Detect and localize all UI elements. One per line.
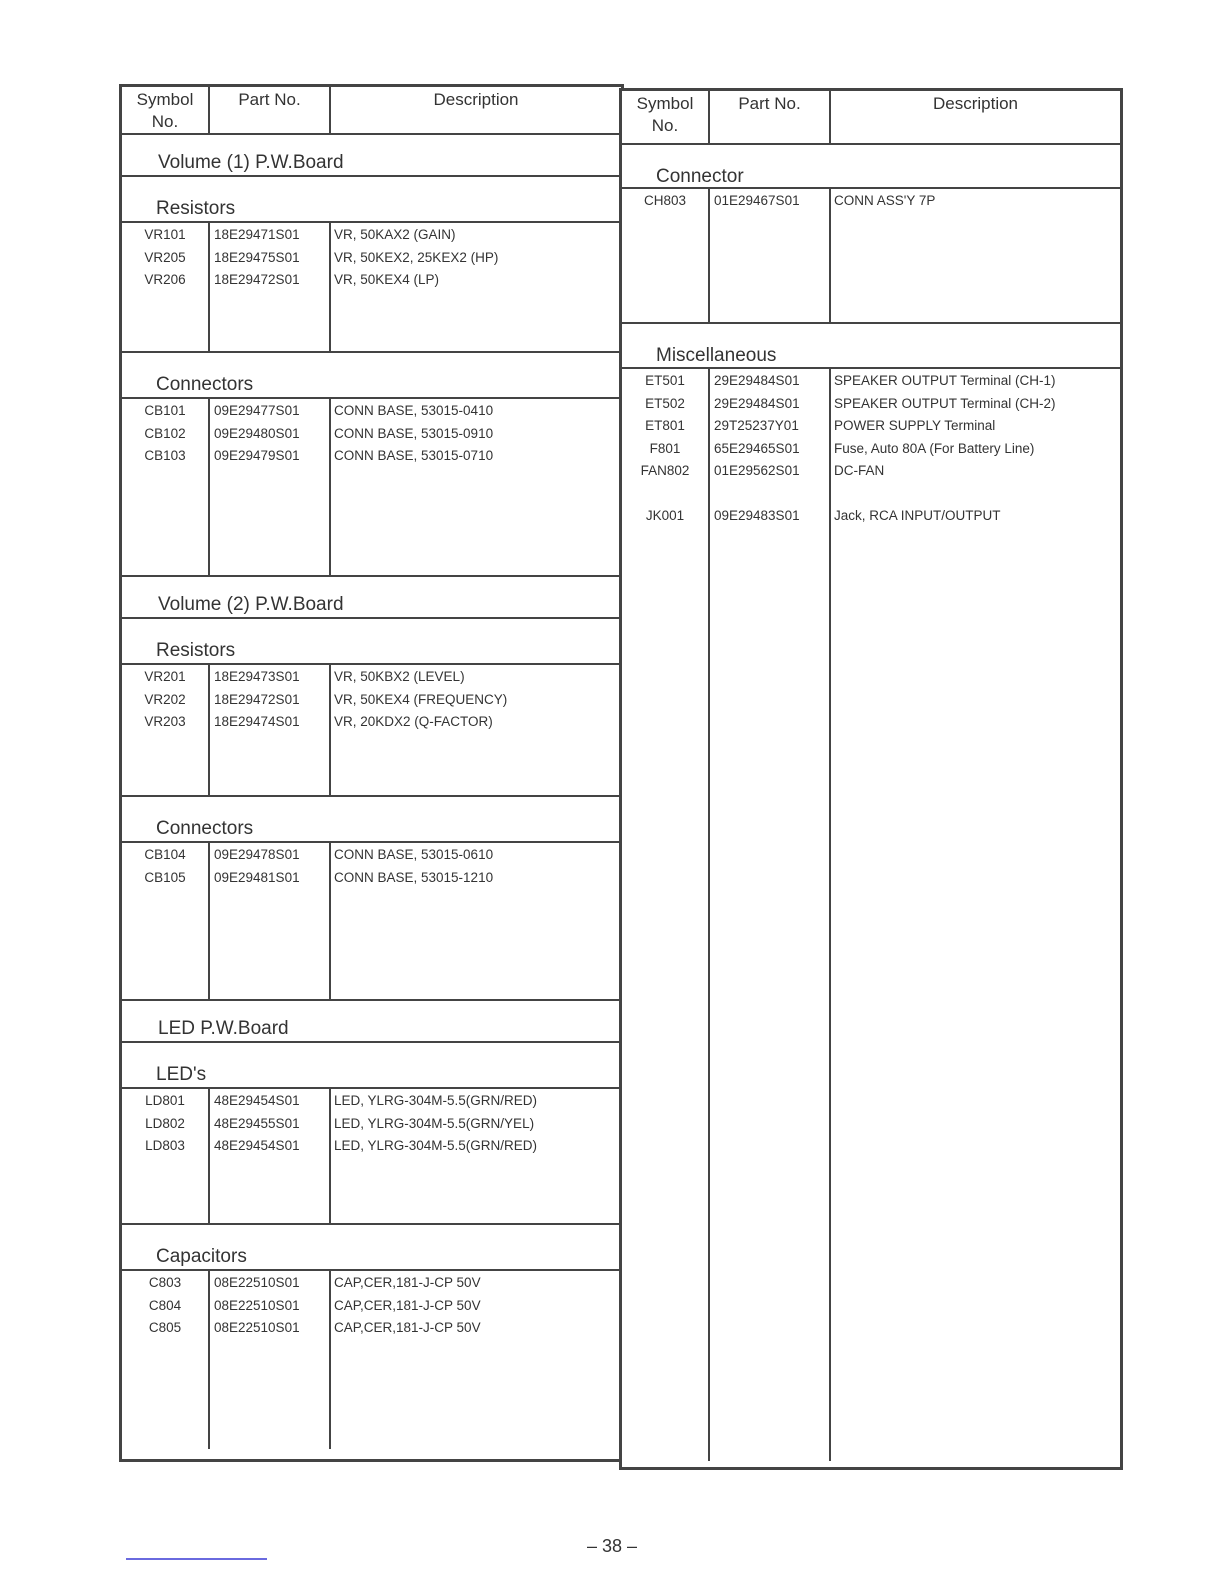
desc-cell: CONN BASE, 53015-0410 xyxy=(334,403,494,418)
symbol-cell: CH803 xyxy=(643,193,687,208)
part-cell: 29T25237Y01 xyxy=(714,418,799,433)
group-title: LED's xyxy=(122,1043,621,1089)
part-cell: 18E29473S01 xyxy=(214,669,300,684)
part-cell: 48E29455S01 xyxy=(214,1115,300,1131)
table-header xyxy=(622,91,1120,145)
resistors-group xyxy=(122,619,621,797)
symbol-cell: CB103 xyxy=(144,448,186,463)
symbol-cell: LD801 xyxy=(145,1093,185,1108)
group-title: Miscellaneous xyxy=(622,324,1120,369)
desc-cell: VR, 50KEX4 (FREQUENCY) xyxy=(334,691,508,707)
desc-cell: VR, 20KDX2 (Q-FACTOR) xyxy=(334,714,493,729)
symbol-cell: ET502 xyxy=(645,395,685,411)
part-cell: 09E29481S01 xyxy=(214,869,300,885)
desc-cell: Jack, RCA INPUT/OUTPUT xyxy=(834,507,1001,523)
desc-cell: SPEAKER OUTPUT Terminal (CH-1) xyxy=(834,373,1056,388)
desc-cell: CONN BASE, 53015-1210 xyxy=(334,869,494,885)
desc-cell: LED, YLRG-304M-5.5(GRN/YEL) xyxy=(334,1115,535,1131)
part-cell: 08E22510S01 xyxy=(214,1320,300,1335)
header-symbol: Symbol No. xyxy=(622,91,710,143)
part-cell: 18E29472S01 xyxy=(214,691,300,707)
part-cell: 48E29454S01 xyxy=(214,1093,300,1108)
part-cell: 08E22510S01 xyxy=(214,1275,300,1290)
desc-cell: CAP,CER,181-J-CP 50V xyxy=(334,1275,481,1290)
header-symbol: Symbol No. xyxy=(122,87,210,133)
symbol-cell: F801 xyxy=(649,440,681,456)
part-cell: 18E29475S01 xyxy=(214,249,300,265)
section-title: Volume (1) P.W.Board xyxy=(122,135,621,177)
header-description: Description xyxy=(932,94,1019,113)
symbol-cell: C803 xyxy=(148,1275,182,1290)
desc-cell: CONN BASE, 53015-0610 xyxy=(334,847,494,862)
part-cell: 18E29474S01 xyxy=(214,714,300,729)
part-cell: 09E29477S01 xyxy=(214,403,300,418)
part-cell: 08E22510S01 xyxy=(214,1297,300,1313)
desc-cell: VR, 50KEX2, 25KEX2 (HP) xyxy=(334,249,499,265)
page-number: – 38 – xyxy=(586,1536,638,1556)
symbol-cell: VR203 xyxy=(144,714,186,729)
part-cell: 18E29472S01 xyxy=(214,272,300,287)
connectors-group xyxy=(122,797,621,1001)
connector-group xyxy=(622,145,1120,324)
miscellaneous-group xyxy=(622,324,1120,1461)
resistors-group xyxy=(122,177,621,353)
symbol-cell: CB104 xyxy=(144,847,186,862)
header-description: Description xyxy=(433,90,519,109)
part-cell: 29E29484S01 xyxy=(714,373,800,388)
desc-cell: POWER SUPPLY Terminal xyxy=(834,418,996,433)
part-cell: 09E29483S01 xyxy=(714,507,800,523)
leds-group xyxy=(122,1043,621,1225)
desc-cell: CAP,CER,181-J-CP 50V xyxy=(334,1320,481,1335)
group-title: Connector xyxy=(622,145,1120,189)
part-cell: 09E29478S01 xyxy=(214,847,300,862)
desc-cell: CONN BASE, 53015-0710 xyxy=(334,448,494,463)
part-cell: 09E29480S01 xyxy=(214,425,300,441)
table-header xyxy=(122,87,621,135)
symbol-cell: FAN802 xyxy=(640,463,690,478)
section-title: Volume (2) P.W.Board xyxy=(122,577,621,619)
part-cell: 09E29479S01 xyxy=(214,448,300,463)
part-cell: 01E29467S01 xyxy=(714,193,800,208)
symbol-cell: ET801 xyxy=(645,418,685,433)
part-cell: 65E29465S01 xyxy=(714,440,800,456)
group-title: Resistors xyxy=(122,619,621,665)
symbol-cell: ET501 xyxy=(645,373,685,388)
desc-cell: LED, YLRG-304M-5.5(GRN/RED) xyxy=(334,1138,538,1153)
footnote-rule xyxy=(126,1558,267,1560)
symbol-cell: LD802 xyxy=(145,1115,185,1131)
header-part-no: Part No. xyxy=(210,87,331,133)
symbol-cell: VR206 xyxy=(144,272,186,287)
desc-cell: CONN BASE, 53015-0910 xyxy=(334,425,494,441)
symbol-cell: JK001 xyxy=(645,507,685,523)
desc-cell: Fuse, Auto 80A (For Battery Line) xyxy=(834,440,1035,456)
parts-table-left xyxy=(119,84,624,1462)
desc-cell: SPEAKER OUTPUT Terminal (CH-2) xyxy=(834,395,1056,411)
desc-cell: LED, YLRG-304M-5.5(GRN/RED) xyxy=(334,1093,538,1108)
symbol-cell: C804 xyxy=(148,1297,182,1313)
group-title: Connectors xyxy=(122,797,621,843)
parts-table-right xyxy=(619,88,1123,1470)
symbol-cell: VR201 xyxy=(144,669,186,684)
group-title: Resistors xyxy=(122,177,621,223)
part-cell: 48E29454S01 xyxy=(214,1138,300,1153)
desc-cell: VR, 50KEX4 (LP) xyxy=(334,272,440,287)
group-title: Capacitors xyxy=(122,1225,621,1271)
symbol-cell: CB102 xyxy=(144,425,186,441)
group-title: Connectors xyxy=(122,353,621,399)
desc-cell: DC-FAN xyxy=(834,463,885,478)
symbol-cell: VR202 xyxy=(144,691,186,707)
desc-cell: CONN ASS'Y 7P xyxy=(834,193,936,208)
part-cell: 18E29471S01 xyxy=(214,227,300,242)
desc-cell: CAP,CER,181-J-CP 50V xyxy=(334,1297,481,1313)
part-cell: 01E29562S01 xyxy=(714,463,800,478)
symbol-cell: VR205 xyxy=(144,249,186,265)
part-cell: 29E29484S01 xyxy=(714,395,800,411)
symbol-cell: CB105 xyxy=(144,869,186,885)
header-part-no: Part No. xyxy=(710,91,831,143)
symbol-cell: LD803 xyxy=(145,1138,185,1153)
desc-cell: VR, 50KBX2 (LEVEL) xyxy=(334,669,465,684)
connectors-group xyxy=(122,353,621,577)
symbol-cell: VR101 xyxy=(144,227,186,242)
symbol-cell: CB101 xyxy=(144,403,186,418)
desc-cell: VR, 50KAX2 (GAIN) xyxy=(334,227,456,242)
section-title: LED P.W.Board xyxy=(122,1001,621,1043)
symbol-cell: C805 xyxy=(148,1320,182,1335)
capacitors-group xyxy=(122,1225,621,1449)
